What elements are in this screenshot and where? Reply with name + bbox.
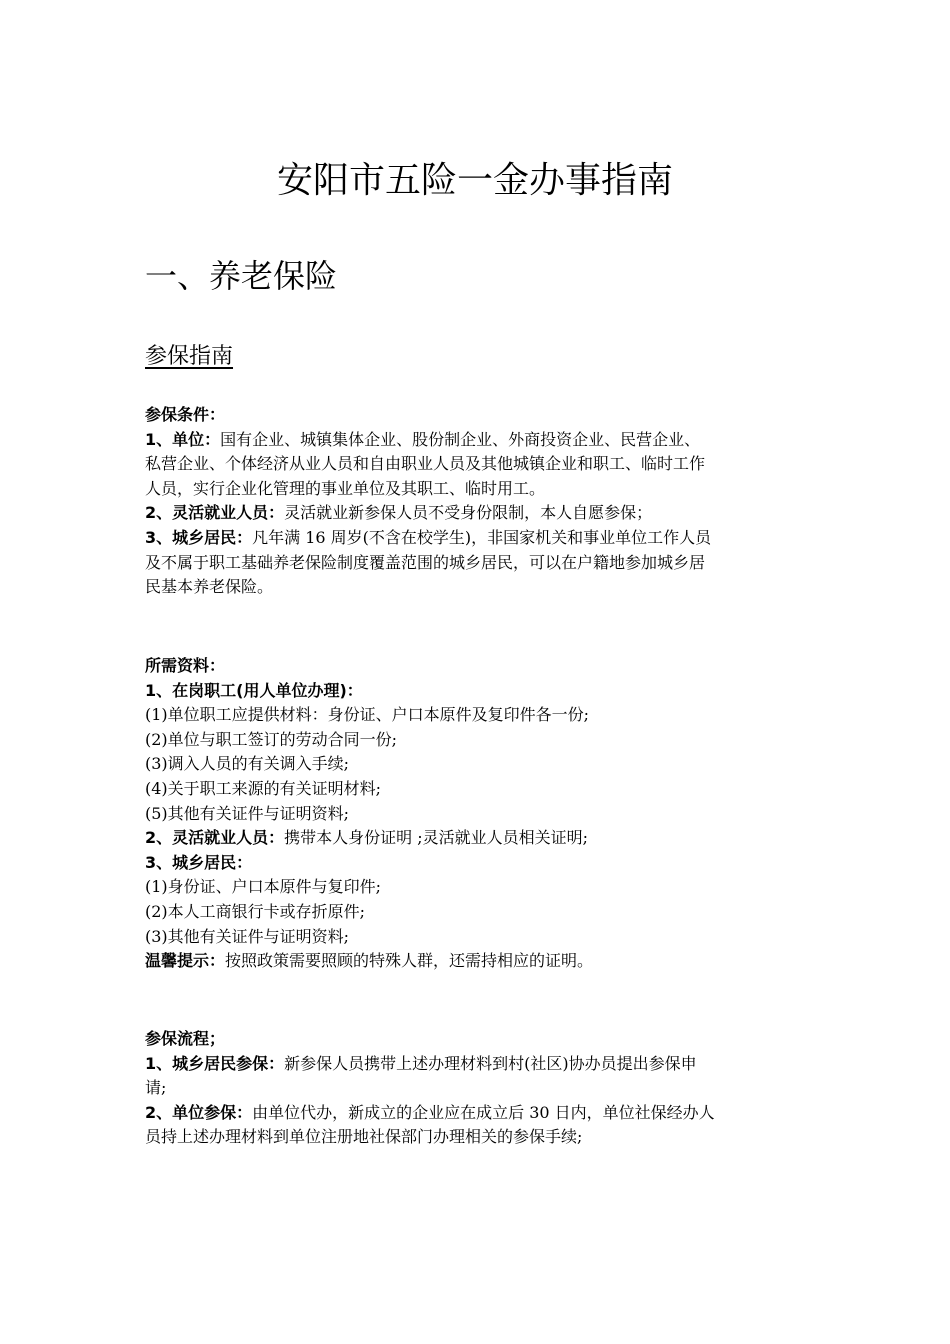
materials-item-2-label: 2、灵活就业人员： [145, 828, 285, 848]
document-title: 安阳市五险一金办事指南 [276, 160, 673, 201]
materials-item-2 [145, 826, 810, 851]
process-item-2-cont: 员持上述办理材料到单位注册地社保部门办理相关的参保手续; [145, 1127, 583, 1147]
condition-item-3-label: 3、城乡居民： [145, 527, 253, 547]
process-item-2 [145, 1101, 810, 1126]
condition-item-1 [145, 428, 810, 453]
materials-item-1-sub: (1)单位职工应提供材料：身份证、户口本原件及复印件各一份; [145, 705, 590, 725]
materials-item-3-sub: (3)其他有关证件与证明资料; [145, 926, 350, 946]
process-heading: 参保流程； [145, 1029, 226, 1048]
condition-item-1-text: 国有企业、城镇集体企业、股份制企业、外商投资企业、民营企业、 [220, 429, 701, 449]
section-heading-pension: 一、养老保险 [145, 257, 338, 295]
condition-item-1-label: 1、单位： [145, 429, 221, 449]
process-item-1-text: 新参保人员携带上述办理材料到村(社区)协办员提出参保申 [284, 1053, 697, 1073]
materials-block [145, 654, 810, 974]
conditions-block [145, 403, 810, 600]
conditions-heading: 参保条件： [145, 405, 226, 424]
condition-item-3-cont: 及不属于职工基础养老保险制度覆盖范围的城乡居民，可以在户籍地参加城乡居 [145, 552, 706, 572]
process-item-1 [145, 1052, 810, 1077]
materials-item-3-sub: (2)本人工商银行卡或存折原件; [145, 901, 366, 921]
process-item-1-label: 1、城乡居民参保： [145, 1053, 285, 1073]
materials-heading: 所需资料： [145, 656, 226, 675]
process-item-2-text: 由单位代办，新成立的企业应在成立后 30 日内，单位社保经办人 [252, 1102, 715, 1122]
materials-item-1-label: 1、在岗职工(用人单位办理)： [145, 680, 363, 700]
materials-item-3-label: 3、城乡居民： [145, 852, 253, 872]
materials-tip-label: 温馨提示： [145, 951, 226, 971]
materials-tip [145, 949, 810, 974]
process-block [145, 1027, 810, 1150]
condition-item-2-label: 2、灵活就业人员： [145, 503, 285, 523]
process-item-2-label: 2、单位参保： [145, 1102, 253, 1122]
materials-item-3-sub: (1)身份证、户口本原件与复印件; [145, 877, 382, 897]
subheading-enrollment-guide: 参保指南 [145, 344, 234, 369]
condition-item-2 [145, 501, 810, 526]
materials-item-2-text: 携带本人身份证明 ;灵活就业人员相关证明; [284, 828, 589, 848]
condition-item-2-text: 灵活就业新参保人员不受身份限制，本人自愿参保； [284, 503, 653, 523]
process-item-1-cont: 请; [145, 1078, 167, 1098]
materials-item-1-sub: (2)单位与职工签订的劳动合同一份; [145, 729, 398, 749]
materials-item-1-sub: (3)调入人员的有关调入手续; [145, 754, 350, 774]
materials-item-1-sub: (5)其他有关证件与证明资料; [145, 803, 350, 823]
condition-item-3-text: 凡年满 16 周岁(不含在校学生)，非国家机关和事业单位工作人员 [252, 527, 712, 547]
condition-item-3 [145, 526, 810, 551]
condition-item-1-cont: 人员，实行企业化管理的事业单位及其职工、临时用工。 [145, 478, 546, 498]
condition-item-1-cont: 私营企业、个体经济从业人员和自由职业人员及其他城镇企业和职工、临时工作 [145, 454, 706, 474]
materials-tip-text: 按照政策需要照顾的特殊人群，还需持相应的证明。 [225, 951, 594, 971]
materials-item-1-sub: (4)关于职工来源的有关证明材料; [145, 778, 382, 798]
condition-item-3-cont: 民基本养老保险。 [145, 577, 274, 597]
